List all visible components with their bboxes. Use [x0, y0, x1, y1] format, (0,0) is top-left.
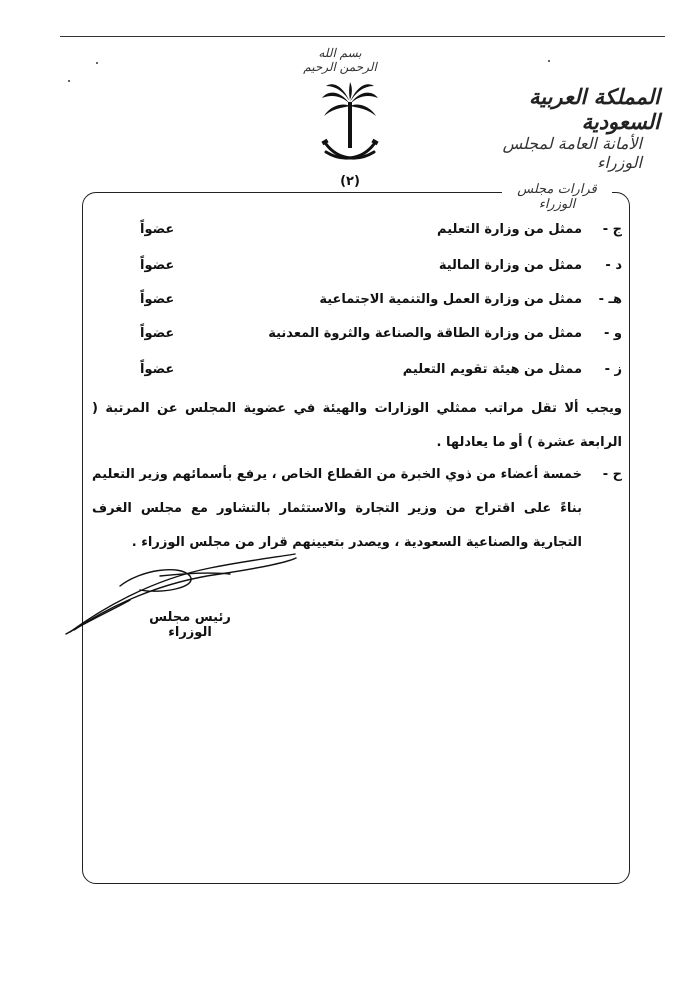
member-text: ممثل من وزارة التعليم — [437, 222, 582, 237]
page-number: (٢) — [340, 174, 360, 189]
member-row — [140, 326, 622, 350]
secretariat-title: الأمانة العامة لمجلس الوزراء — [502, 134, 642, 172]
item-letter: ج - — [602, 222, 622, 237]
frame-label: قرارات مجلس الوزراء — [502, 182, 612, 212]
member-text: ممثل من وزارة الطاقة والصناعة والثروة المعدنية — [268, 326, 582, 341]
top-rule — [60, 36, 665, 37]
member-role: عضواً — [140, 362, 175, 377]
item-letter: ح - — [602, 467, 622, 482]
member-row — [140, 222, 622, 246]
member-text: ممثل من هيئة تقويم التعليم — [402, 362, 582, 377]
member-row — [140, 292, 622, 316]
basmala: بسم الله الرحمن الرحيم — [303, 46, 377, 74]
member-role: عضواً — [140, 292, 175, 307]
member-role: عضواً — [140, 222, 175, 237]
item-letter: و - — [603, 326, 622, 341]
item-letter: هـ - — [598, 292, 622, 307]
item-letter: ز - — [604, 362, 622, 377]
kingdom-title: المملكة العربية السعودية — [528, 84, 660, 134]
item-letter: د - — [605, 258, 622, 273]
member-role: عضواً — [140, 258, 175, 273]
member-text: ممثل من وزارة العمل والتنمية الاجتماعية — [319, 292, 582, 307]
rank-paragraph: ويجب ألا تقل مراتب ممثلي الوزارات والهيئة في عضوية المجلس عن المرتبة ( الرابعة عشرة ) أو ما يعادلها . — [92, 401, 622, 450]
scan-speck — [96, 62, 98, 64]
signatory-title: رئيس مجلس الوزراء — [149, 610, 231, 640]
member-row — [140, 362, 622, 386]
scan-speck — [68, 80, 70, 82]
palm-swords-emblem-icon — [320, 82, 380, 172]
member-role: عضواً — [140, 326, 175, 341]
member-row — [140, 258, 622, 282]
item-h-text: خمسة أعضاء من ذوي الخبرة من القطاع الخاص ، يرفع بأسمائهم وزير التعليم بناءً على اقتراح من وزير التجارة والاستثمار بالتشاور مع مجلس الغرف التجارية والصناعية السعودية ، ويصدر بتعيينهم قرار من مجلس الوزراء . — [92, 467, 582, 550]
scan-speck — [548, 60, 550, 62]
member-text: ممثل من وزارة المالية — [438, 258, 582, 273]
